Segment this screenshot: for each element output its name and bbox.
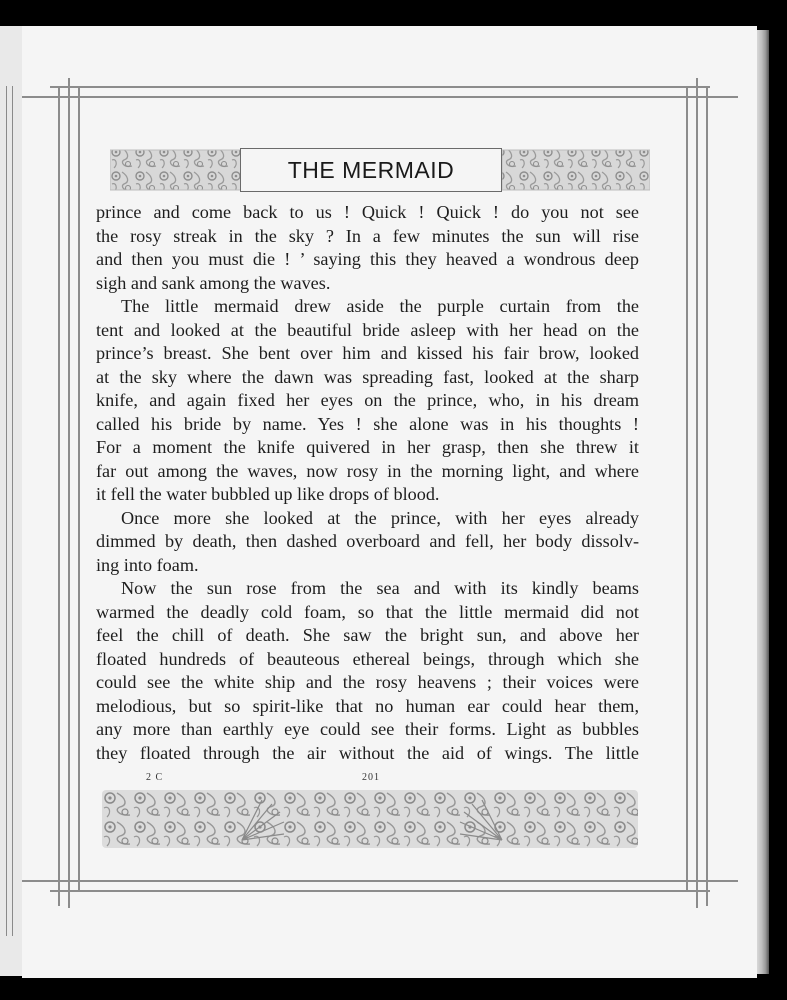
text-line: ing into foam.: [96, 554, 199, 575]
frame-rule-left-outer: [58, 86, 60, 906]
frame-rule-extend: [22, 96, 52, 98]
frame-rule-top-inner: [50, 96, 710, 98]
frame-rule-right-inner: [686, 86, 688, 892]
footer-floral-ornament: [102, 790, 638, 848]
text-line: prince’s breast. She bent over him and kissed his fair brow, looked: [96, 343, 639, 363]
text-line: dimmed by death, then dashed overboard and fell, her body dissolv-: [96, 531, 639, 551]
frame-rule-right-outer: [706, 86, 708, 906]
text-line: Now the sun rose from the sea and with its kindly beams: [121, 578, 639, 598]
text-line: the rosy streak in the sky ? In a few minutes the sun will rise: [96, 225, 639, 246]
frame-rule-right-mid: [696, 78, 698, 908]
frame-rule-extend: [708, 880, 738, 882]
text-line: could see the white ship and the rosy heavens ; their voices were: [96, 672, 639, 692]
body-text: [96, 201, 639, 765]
text-line: it fell the water bubbled up like drops of blood.: [96, 484, 440, 504]
page-edge-shadow: [757, 30, 769, 974]
facing-page-rule: [12, 86, 13, 936]
frame-rule-extend: [22, 880, 52, 882]
frame-rule-extend: [708, 96, 738, 98]
text-line: warmed the deadly cold foam, so that the little mermaid did not: [96, 601, 639, 622]
frame-rule-bottom-inner: [50, 880, 710, 882]
signature-mark: 2 C: [146, 772, 164, 783]
page-number: 201: [362, 772, 380, 783]
text-line: melodious, but so spirit-like that no human ear could hear them,: [96, 695, 639, 716]
text-line: and then you must die ! ’ saying this they heaved a wondrous deep: [96, 249, 639, 269]
text-line: floated hundreds of beauteous ethereal beings, through which she: [96, 648, 639, 669]
page-title: THE MERMAID: [287, 156, 455, 183]
text-line: The little mermaid drew aside the purple curtain from the: [121, 296, 639, 316]
facing-page-edge: [0, 26, 22, 976]
text-line: sigh and sank among the waves.: [96, 272, 331, 293]
text-line: called his bride by name. Yes ! she alone was in his thoughts !: [96, 413, 639, 434]
title-box: [240, 148, 502, 192]
text-line: tent and looked at the beautiful bride asleep with her head on the: [96, 319, 639, 340]
text-line: knife, and again fixed her eyes on the prince, who, in his dream: [96, 390, 639, 410]
text-line: feel the chill of death. She saw the bright sun, and above her: [96, 625, 639, 645]
text-line: For a moment the knife quivered in her grasp, then she threw it: [96, 437, 639, 457]
text-line: any more than earthly eye could see their forms. Light as bubbles: [96, 719, 639, 739]
text-line: they floated through the air without the aid of wings. The little: [96, 742, 639, 763]
text-line: Once more she looked at the prince, with her eyes already: [121, 507, 639, 528]
frame-rule-left-inner: [78, 86, 80, 892]
frame-rule-left-mid: [68, 78, 70, 908]
facing-page-rule: [6, 86, 7, 936]
text-line: far out among the waves, now rosy in the morning light, and where: [96, 460, 639, 481]
text-line: prince and come back to us ! Quick ! Quick ! do you not see: [96, 202, 639, 222]
frame-rule-bottom-outer: [50, 890, 710, 892]
text-line: at the sky where the dawn was spreading fast, looked at the sharp: [96, 366, 639, 387]
frame-rule-top-outer: [50, 86, 710, 88]
